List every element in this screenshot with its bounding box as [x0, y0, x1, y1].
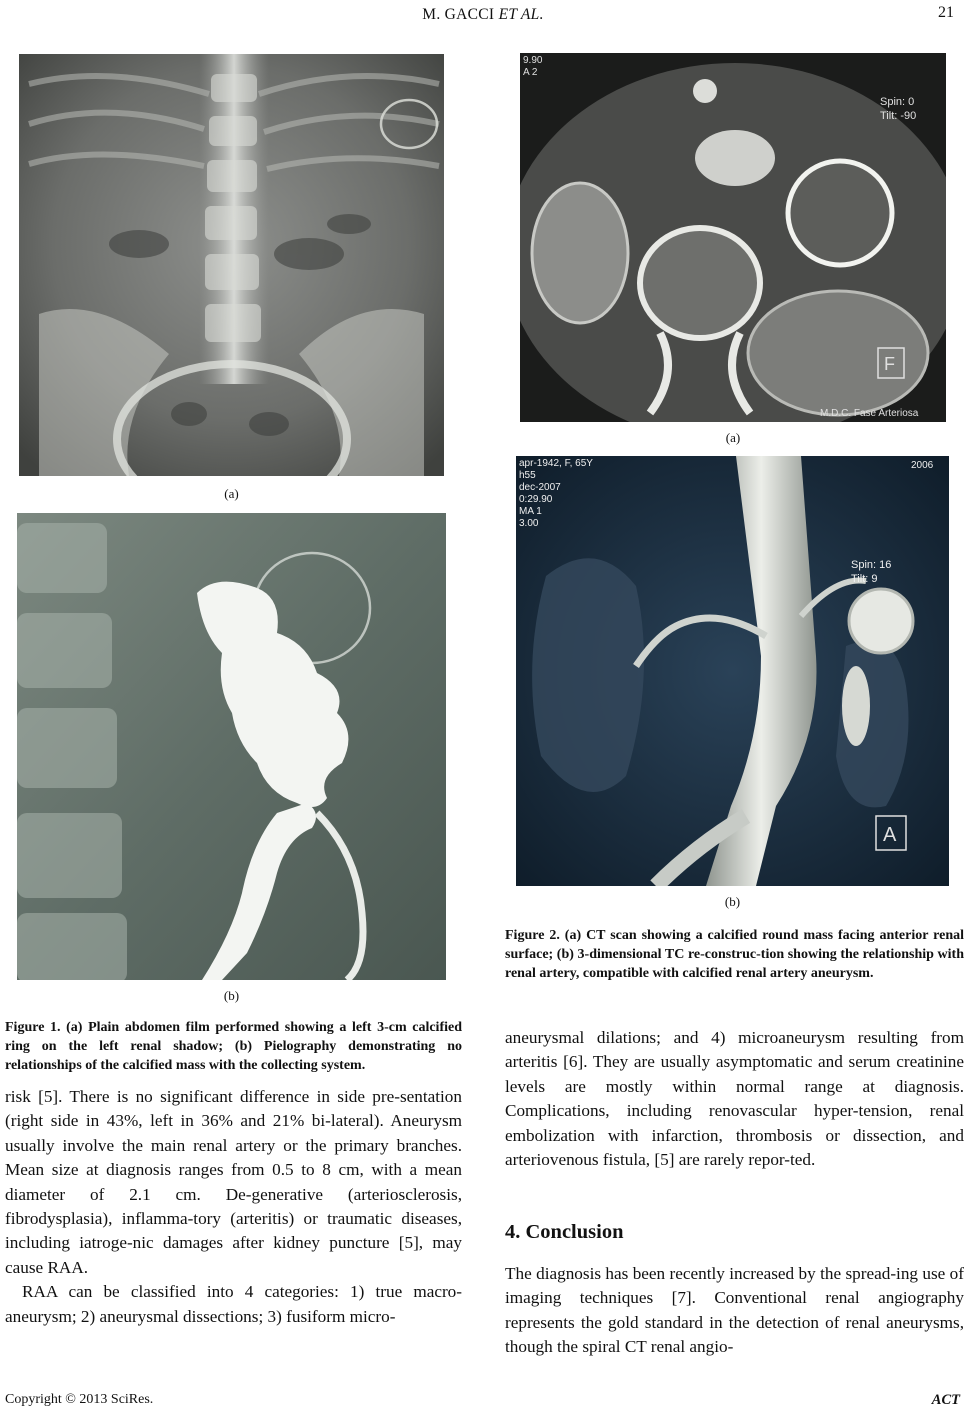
recon-label-tilt: Tilt: 9: [851, 573, 878, 585]
figure2-caption: Figure 2. (a) CT scan showing a calcified round mass facing anterior renal surface; (b) 3-dimensional TC re-construc-tion showing the relationship with renal artery, compatible with calcified renal artery aneurysm.: [505, 928, 964, 981]
figure1b-label: (b): [223, 988, 240, 1003]
recon-label-spin: Spin: 16: [851, 559, 892, 571]
figure1a-xray-image: [19, 54, 444, 476]
running-header: [0, 6, 966, 24]
recon-label-cube: A: [883, 824, 897, 846]
recon-label-patient: apr-1942, F, 65Y: [519, 458, 593, 469]
left-paragraph-1: risk [5]. There is no significant difference in side pre-sentation (right side in 43%, left in 36% and 21% bi-lateral). Aneurysm usually involve the main renal artery or the primary branches. Mean size at diagnosis ranges from 0.5 to 8 cm, with a mean diameter of 2.1 cm. De-generative (arteriosclerosis, fibrodysplasia), inflamma-tory (arteritis) or traumatic diseases, including iatroge-nic damages after kidney puncture [5], may cause RAA.: [5, 1087, 462, 1277]
recon-label-line3: dec-2007: [519, 482, 561, 493]
recon-label-topright: 2006: [911, 460, 934, 471]
right-paragraph-2: The diagnosis has been recently increased by the spread-ing use of imaging techniques [7]. Conventional renal angiography represents the gold standard in the detection of renal aneurysms, though the spiral CT renal angio-: [505, 1264, 964, 1357]
figure2a-ct-image: [520, 53, 946, 422]
figure2b-3d-recon-image: [516, 456, 949, 886]
figure2a-label: (a): [725, 430, 741, 445]
recon-label-line5: MA 1: [519, 506, 542, 517]
right-paragraph-1: aneurysmal dilations; and 4) microaneurysm resulting from arteritis [6]. They are usually asymptomatic and serum creatinine levels are mostly within normal range at diagnosis. Complications, including renovascular hyper-tension, renal embolization with infarction, thrombosis or dissection, and arteriovenous fistula, [5] are rarely repor-ted.: [505, 1028, 964, 1170]
ct-label-top: 9.90: [523, 55, 543, 66]
footer-journal: ACT: [931, 1392, 960, 1408]
right-column-text-2: [505, 1262, 964, 1360]
right-column-text: [505, 1026, 964, 1172]
ct-label-marker: F: [884, 354, 895, 374]
left-paragraph-2: RAA can be classified into 4 categories: 1) true macro-aneurysm; 2) aneurysmal dissections; 3) fusiform micro-: [5, 1282, 462, 1326]
recon-label-line2: h55: [519, 470, 536, 481]
ct-label-top2: A 2: [523, 67, 538, 78]
page-number: 21: [938, 4, 954, 21]
header-authors: M. GACCI: [422, 6, 495, 23]
section-heading-conclusion: 4. Conclusion: [505, 1221, 624, 1243]
ct-label-spin: Spin: 0: [880, 96, 915, 108]
recon-label-line4: 0:29.90: [519, 494, 553, 505]
ct-label-tilt: Tilt: -90: [880, 110, 917, 122]
footer-copyright: Copyright © 2013 SciRes.: [5, 1392, 154, 1407]
figure1-caption: Figure 1. (a) Plain abdomen film performed showing a left 3-cm calcified ring on the left renal shadow; (b) Pielography demonstrating no relationships of the calcified mass with the collecting system.: [5, 1020, 462, 1073]
left-column-text: [5, 1085, 462, 1329]
figure1a-label: (a): [224, 486, 239, 501]
ct-label-phase: M.D.C. Fase Arteriosa: [820, 408, 919, 419]
figure1b-pyelography-image: [17, 513, 446, 980]
figure2b-label: (b): [724, 894, 741, 909]
recon-label-line6: 3.00: [519, 518, 539, 529]
header-et-al: ET AL.: [498, 6, 544, 23]
